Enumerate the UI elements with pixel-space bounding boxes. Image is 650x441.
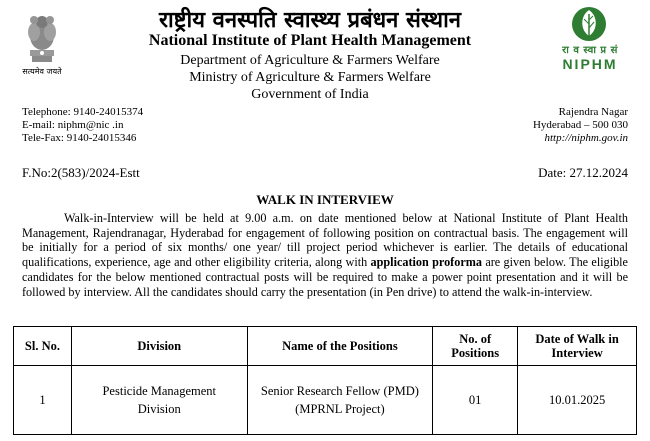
positions-table [13, 326, 637, 435]
paragraph-bold-text: application proforma [370, 255, 482, 270]
telephone: Telephone: 9140-24015374 [22, 106, 144, 118]
col-header-position: Name of the Positions [247, 327, 433, 366]
notice-date: Date: 27.12.2024 [538, 165, 628, 180]
address-block [533, 106, 628, 145]
cell-num-positions: 01 [433, 366, 518, 435]
niphm-logo-icon [560, 6, 618, 42]
address-line-2: Hyderabad – 500 030 [532, 119, 628, 131]
cell-sl-no: 1 [14, 366, 72, 435]
website-link[interactable]: http://niphm.gov.in [544, 132, 628, 144]
telefax: Tele-Fax: 9140-24015346 [22, 132, 137, 144]
col-header-sl-no: Sl. No. [14, 327, 72, 366]
date-header-line-1: Date of Walk in [535, 332, 619, 346]
date-header-line-2: Interview [551, 346, 603, 360]
col-header-division: Division [71, 327, 247, 366]
position-line-2: (MPRNL Project) [295, 402, 385, 416]
paragraph-text-1: Walk-in-Interview will be held at 9.00 a.m. on date mentioned below at National Institute of Plant Health Management, Rajendranagar, Hyderabad for engagement of following position on contractual basis. The engagement will be initially for a period of six months/ one year/ till project period whichever is earlier. The details of educational qualifications, experience, age and other eligibility criteria, along with [22, 211, 628, 270]
division-line-1: Pesticide Management [102, 384, 216, 398]
contact-details [22, 106, 143, 145]
notice-paragraph [22, 211, 628, 299]
division-line-2: Division [137, 402, 181, 416]
address-line-1: Rajendra Nagar [558, 106, 628, 118]
department-name: Department of Agriculture & Farmers Welfare [180, 53, 440, 68]
col-header-interview-date [518, 327, 637, 366]
emblem-motto: सत्यमेव जयते [22, 67, 62, 76]
cell-interview-date: 10.01.2025 [518, 366, 637, 435]
position-line-1: Senior Research Fellow (PMD) [260, 384, 419, 398]
notice-title: WALK IN INTERVIEW [256, 192, 394, 207]
table-row [14, 366, 637, 435]
num-header-line-1: No. of [459, 332, 492, 346]
logo-english-text: NIPHM [562, 56, 618, 72]
col-header-num-positions [433, 327, 518, 366]
cell-position [247, 366, 433, 435]
ministry-name: Ministry of Agriculture & Farmers Welfare [189, 70, 431, 85]
institute-name-hindi: राष्ट्रीय वनस्पति स्वास्थ्य प्रबंधन संस्थान [158, 7, 461, 33]
file-number: F.No:2(583)/2024-Estt [22, 165, 140, 180]
cell-division [71, 366, 247, 435]
email: E-mail: niphm@nic .in [22, 119, 124, 131]
logo-hindi-text: रा व स्वा प्र सं [562, 45, 618, 56]
paragraph-text-2: are given below. The eligible candidates for the below mentioned contractual posts will be required to make a power point presentation and it will be followed by interview. All the candidates should carry the presentation (in Pen drive) to attend the walk-in-interview. [22, 255, 628, 299]
institute-name: National Institute of Plant Health Management [148, 32, 472, 49]
government-name: Government of India [251, 87, 369, 102]
table-header-row [14, 327, 637, 366]
num-header-line-2: Positions [451, 346, 500, 360]
